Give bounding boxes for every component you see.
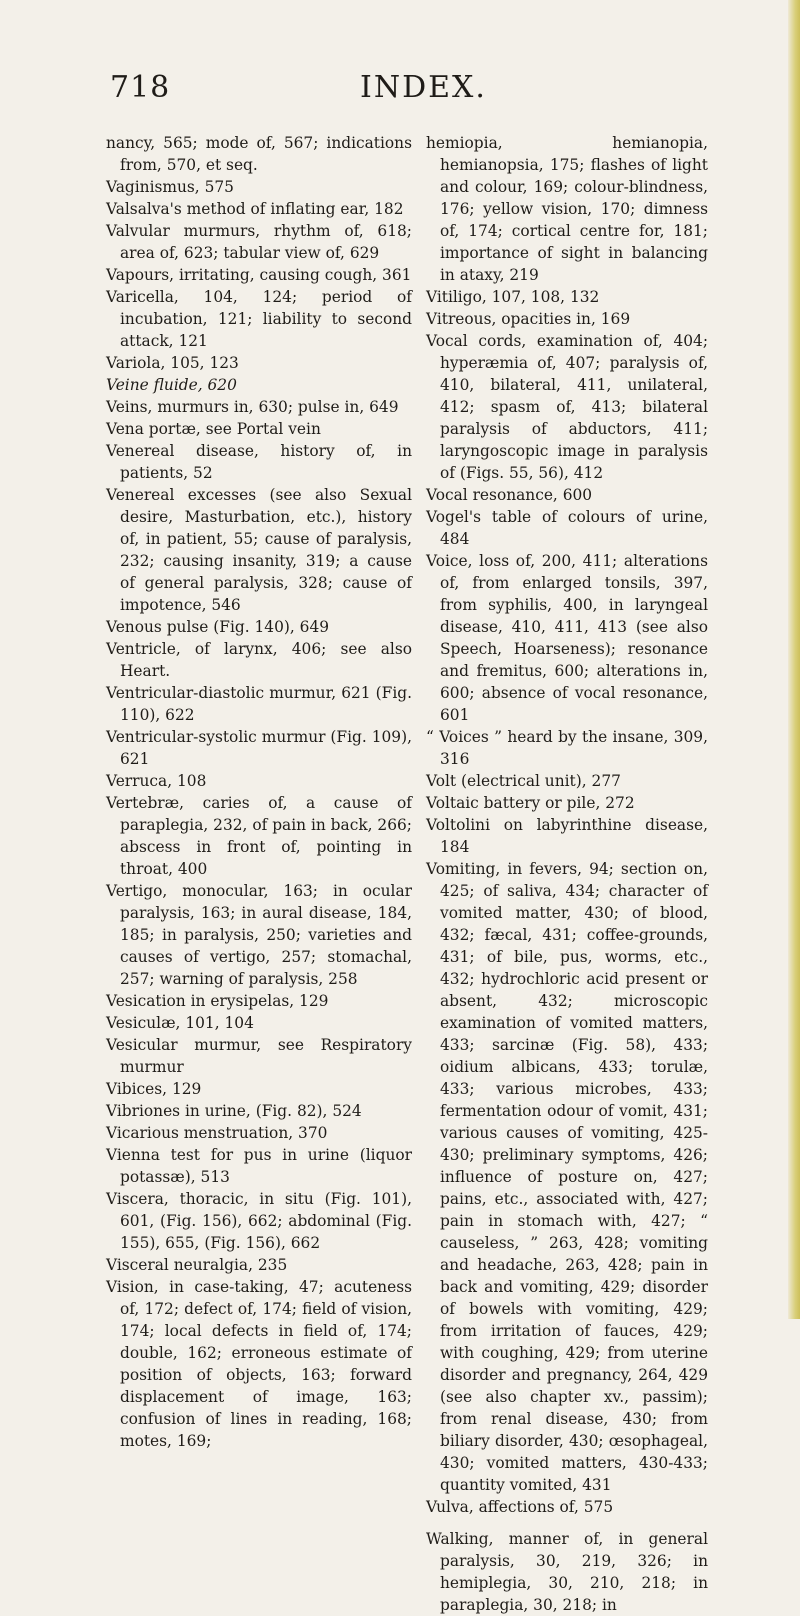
- index-entry: Vibices, 129: [106, 1080, 202, 1098]
- index-entry: Vocal cords, examination of, 404; hyperæmia of, 407; paralysis of, 410, bilateral, 411, unilateral, 412; spasm of, 413; bilateral paralysis of abductors, 411; laryngoscopic image in paralysis of (Figs. 55, 56), 412: [426, 332, 708, 482]
- index-entry: Vibriones in urine, (Fig. 82), 524: [106, 1102, 362, 1120]
- index-entry: “ Voices ” heard by the insane, 309, 316: [426, 728, 708, 768]
- index-entry: Vision, in case-taking, 47; acuteness of, 172; defect of, 174; field of vision, 174; local defects in field of, 174; double, 162; erroneous estimate of position of objects, 163; forward displacement of image, 163; confusion of lines in reading, 168; motes, 169;: [106, 1278, 412, 1450]
- index-entry: Vesication in erysipelas, 129: [106, 992, 329, 1010]
- index-entry: Vaginismus, 575: [106, 178, 234, 196]
- index-entry: Vesicular murmur, see Respiratory murmur: [106, 1036, 412, 1076]
- index-column-left: [106, 132, 412, 1452]
- index-entry: Ventricular-systolic murmur (Fig. 109), 621: [106, 728, 412, 768]
- index-entry: Vesiculæ, 101, 104: [106, 1014, 254, 1032]
- index-entry: Vocal resonance, 600: [426, 486, 593, 504]
- index-entry: Veins, murmurs in, 630; pulse in, 649: [106, 398, 399, 416]
- index-entry: Ventricle, of larynx, 406; see also Heart.: [106, 640, 412, 680]
- index-entry: Voice, loss of, 200, 411; alterations of, from enlarged tonsils, 397, from syphilis, 400, in laryngeal disease, 410, 411, 413 (see also Speech, Hoarseness); resonance and fremitus, 600; alterations in, 600; absence of vocal resonance, 601: [426, 552, 708, 724]
- index-entry: Vena portæ, see Portal vein: [106, 420, 321, 438]
- index-entry: hemiopia, hemianopia, hemianopsia, 175; flashes of light and colour, 169; colour-blindness, 176; yellow vision, 170; dimness of, 174; cortical centre for, 181; importance of sight in balancing in ataxy, 219: [426, 134, 708, 284]
- index-entry: Voltaic battery or pile, 272: [426, 794, 635, 812]
- index-entry: Vicarious menstruation, 370: [106, 1124, 328, 1142]
- index-entry: Venereal disease, history of, in patients, 52: [106, 442, 412, 482]
- index-entry: Vitreous, opacities in, 169: [426, 310, 631, 328]
- index-column-right: [426, 132, 708, 1616]
- index-entry: Variola, 105, 123: [106, 354, 239, 372]
- index-entry: Vertigo, monocular, 163; in ocular paralysis, 163; in aural disease, 184, 185; in paralysis, 250; varieties and causes of vertigo, 257; stomachal, 257; warning of paralysis, 258: [106, 882, 412, 988]
- index-entry: Vapours, irritating, causing cough, 361: [106, 266, 412, 284]
- index-entry: Valsalva's method of inflating ear, 182: [106, 200, 404, 218]
- index-entry: Venous pulse (Fig. 140), 649: [106, 618, 330, 636]
- index-entry: Voltolini on labyrinthine disease, 184: [426, 816, 708, 856]
- index-entry: Visceral neuralgia, 235: [106, 1256, 288, 1274]
- index-entry: Vertebræ, caries of, a cause of paraplegia, 232, of pain in back, 266; abscess in front of, pointing in throat, 400: [106, 794, 412, 878]
- index-entry: nancy, 565; mode of, 567; indications from, 570, et seq.: [106, 134, 412, 174]
- index-entry: Vogel's table of colours of urine, 484: [426, 508, 708, 548]
- index-entry: Vomiting, in fevers, 94; section on, 425; of saliva, 434; character of vomited matter, 430; of blood, 432; fæcal, 431; coffee-grounds, 431; of bile, pus, worms, etc., 432; hydrochloric acid present or absent, 432; microscopic examination of vomited matters, 433; sarcinæ (Fig. 58), 433; oidium albicans, 433; torulæ, 433; various microbes, 433; fermentation odour of vomit, 431; various causes of vomiting, 425-430; preliminary symptoms, 426; influence of posture on, 427; pains, etc., associated with, 427; pain in stomach with, 427; “ causeless, ” 263, 428; vomiting and headache, 263, 428; pain in back and vomiting, 429; disorder of bowels with vomiting, 429; from irritation of fauces, 429; with coughing, 429; from uterine disorder and pregnancy, 264, 429 (see also chapter xv., passim); from renal disease, 430; from biliary disorder, 430; œsophageal, 430; vomited matters, 430-433; quantity vomited, 431: [426, 860, 708, 1494]
- index-entry: Volt (electrical unit), 277: [426, 772, 621, 790]
- index-entry: Venereal excesses (see also Sexual desire, Masturbation, etc.), history of, in patient, 55; cause of paralysis, 232; causing insanity, 319; a cause of general paralysis, 328; cause of impotence, 546: [106, 486, 412, 614]
- index-entry: Valvular murmurs, rhythm of, 618; area of, 623; tabular view of, 629: [106, 222, 412, 262]
- index-entry: Verruca, 108: [106, 772, 207, 790]
- index-entry: Viscera, thoracic, in situ (Fig. 101), 601, (Fig. 156), 662; abdominal (Fig. 155), 655, (Fig. 156), 662: [106, 1190, 412, 1252]
- index-entry: Vulva, affections of, 575: [426, 1498, 614, 1516]
- running-title: INDEX.: [360, 70, 487, 105]
- index-entry: Veine fluide, 620: [106, 376, 237, 394]
- page-edge: [788, 0, 800, 1319]
- index-entry: Walking, manner of, in general paralysis, 30, 219, 326; in hemiplegia, 30, 210, 218; in paraplegia, 30, 218; in: [426, 1530, 708, 1614]
- index-entry: Vitiligo, 107, 108, 132: [426, 288, 600, 306]
- page-header: [110, 70, 690, 110]
- page-number: 718: [110, 70, 171, 105]
- index-entry: Ventricular-diastolic murmur, 621 (Fig. 110), 622: [106, 684, 412, 724]
- index-entry: Vienna test for pus in urine (liquor potassæ), 513: [106, 1146, 412, 1186]
- index-entry: Varicella, 104, 124; period of incubation, 121; liability to second attack, 121: [106, 288, 412, 350]
